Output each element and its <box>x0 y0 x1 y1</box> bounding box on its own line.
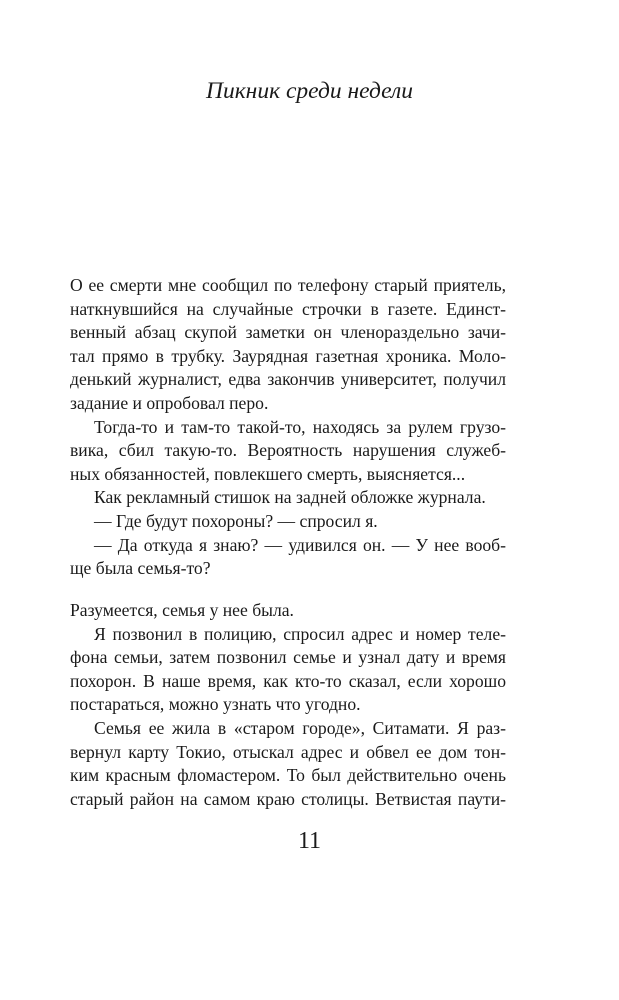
text-line: вика, сбил такую-то. Вероятность нарушения служеб- <box>70 440 506 461</box>
text-line: О ее смерти мне сообщил по телефону старый приятель, <box>70 275 506 295</box>
chapter-title: Пикник среди недели <box>205 78 414 104</box>
text-line: наткнувшийся на случайные строчки в газете. Единст- <box>70 298 506 319</box>
text-line: старый район на самом краю столицы. Ветвистая паути- <box>70 788 506 809</box>
text-block-2 <box>70 599 506 811</box>
text-line: Как рекламный стишок на задней обложке журнала. <box>94 487 486 508</box>
text-line: фона семьи, затем позвонил семье и узнал дату и время <box>70 647 506 668</box>
text-line: ще была семья-то? <box>70 558 211 579</box>
text-line: денький журналист, едва закончив университет, получил <box>70 369 506 390</box>
text-block-1 <box>70 274 506 581</box>
text-line: тал прямо в трубку. Заурядная газетная хроника. Моло- <box>70 345 506 366</box>
text-line: Тогда-то и там-то такой-то, находясь за рулем грузо- <box>94 416 506 437</box>
text-line: ким красным фломастером. То был действительно очень <box>70 765 506 786</box>
text-line: Разумеется, семья у нее была. <box>70 600 294 620</box>
text-line: вернул карту Токио, отыскал адрес и обвел ее дом тон- <box>70 741 506 762</box>
text-line: — Где будут похороны? — спросил я. <box>94 510 378 531</box>
text-line: Я позвонил в полицию, спросил адрес и номер теле- <box>94 623 506 644</box>
text-line: задание и опробовал перо. <box>70 392 269 413</box>
text-line: постараться, можно узнать что угодно. <box>70 694 361 715</box>
text-line: ных обязанностей, повлекшего смерть, выясняется... <box>70 463 466 484</box>
page-number: 11 <box>297 828 322 854</box>
text-line: похорон. В наше время, как кто-то сказал, если хорошо <box>70 670 506 691</box>
text-line: — Да откуда я знаю? — удивился он. — У нее вооб- <box>94 534 506 555</box>
text-line: Семья ее жила в «старом городе», Ситамати. Я раз- <box>94 717 506 738</box>
text-line: венный абзац скупой заметки он членораздельно зачи- <box>70 322 506 343</box>
